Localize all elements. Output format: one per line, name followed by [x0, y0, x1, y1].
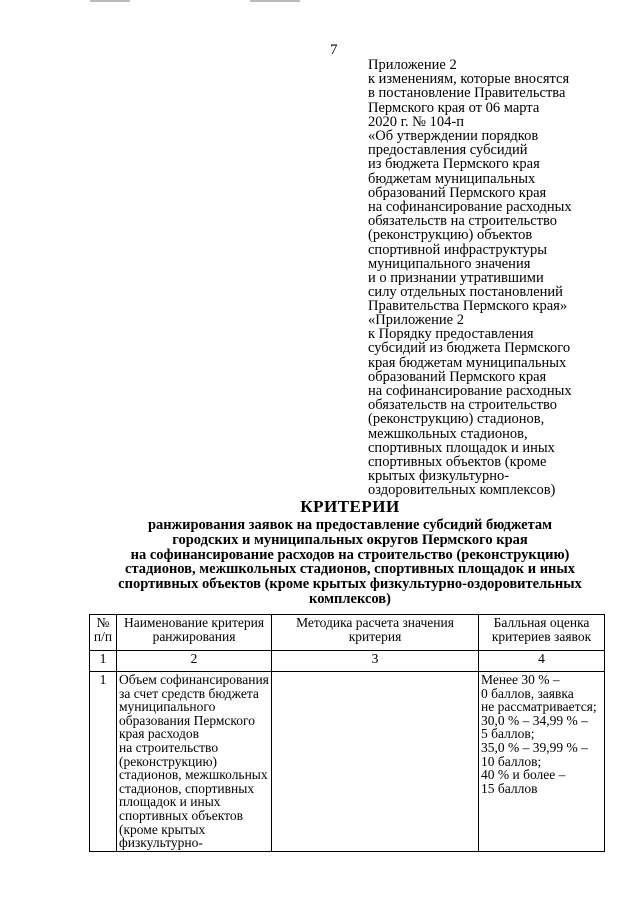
header-text: Балльная оценка — [493, 615, 590, 630]
appendix-line: межшкольных стадионов, — [368, 425, 528, 442]
subtitle-line: ранжирования заявок на предоставление субсидий бюджетам — [147, 517, 553, 533]
amendment-line: и о признании утратившими — [368, 270, 544, 287]
appendix-line: на софинансирование расходных — [368, 383, 572, 400]
appendix-line: спортивных объектов (кроме — [368, 454, 547, 471]
header-text: Методика расчета значения — [296, 615, 454, 630]
cell-line: за счет средств бюджета — [119, 685, 259, 701]
subtitle-line: спортивных объектов (кроме крытых физкультурно-оздоровительных — [118, 576, 582, 593]
header-cell-criterion-name — [117, 615, 272, 651]
appendix-line: образований Пермского края — [368, 368, 547, 385]
column-number-cell: 1 — [90, 651, 117, 672]
cell-line: (кроме крытых — [119, 821, 206, 837]
table-row — [90, 672, 605, 852]
cell-line: 40 % и более – — [481, 767, 566, 783]
amendment-line: из бюджета Пермского края — [368, 156, 540, 173]
header-text: п/п — [93, 628, 113, 644]
amendment-line: спортивной инфраструктуры — [368, 241, 547, 258]
page-number: 7 — [330, 42, 338, 58]
header-text: ранжирования — [152, 628, 236, 644]
appendix-line: (реконструкцию) стадионов, — [368, 411, 545, 428]
subtitle-line: на софинансирование расходов на строительство (реконструкцию) — [130, 546, 570, 563]
scan-artifact — [90, 0, 130, 2]
appendix-line: края бюджетам муниципальных — [368, 354, 567, 371]
amendment-line: к изменениям, которые вносятся — [368, 71, 570, 88]
column-number-cell: 2 — [117, 651, 272, 672]
cell-line: 10 баллов; — [481, 753, 542, 769]
scan-artifact — [250, 0, 300, 2]
appendix-line: крытых физкультурно- — [368, 468, 510, 485]
cell-line: стадионов, межшкольных — [119, 767, 268, 783]
appendix-line: спортивных площадок и иных — [368, 439, 555, 456]
column-number-cell: 3 — [272, 651, 479, 672]
cell-line: стадионов, спортивных — [119, 780, 255, 796]
cell-line: края расходов — [119, 726, 200, 742]
subtitle-line: стадионов, межшкольных стадионов, спортивных площадок и иных — [125, 561, 575, 578]
score-cell — [479, 672, 605, 852]
header-text: критериев заявок — [491, 628, 592, 644]
amendment-line: Приложение 2 — [368, 57, 457, 73]
amendment-line: Правительства Пермского края» — [368, 298, 568, 315]
amendment-line: предоставления субсидий — [368, 142, 528, 159]
header-text: Наименование критерия — [123, 615, 265, 630]
appendix-line: к Порядку предоставления — [368, 326, 534, 343]
amendment-line: силу отдельных постановлений — [368, 284, 563, 301]
header-text: № — [96, 615, 110, 630]
cell-line: образования Пермского — [119, 712, 255, 728]
amendment-line: в постановление Правительства — [368, 85, 566, 102]
cell-line: физкультурно- — [119, 835, 203, 851]
amendment-line: Пермского края от 06 марта — [368, 99, 540, 116]
cell-line: 0 баллов, заявка — [481, 685, 574, 701]
criterion-name-cell — [117, 672, 272, 852]
appendix-line: оздоровительных комплексов) — [368, 482, 556, 499]
amendment-line: (реконструкцию) объектов — [368, 227, 533, 244]
subtitle-line: городских и муниципальных округов Пермского края — [172, 531, 528, 548]
amendment-line: 2020 г. № 104-п — [368, 113, 464, 130]
appendix-line: «Приложение 2 — [368, 312, 464, 328]
column-number-cell: 4 — [479, 651, 605, 672]
cell-line: 15 баллов — [481, 780, 538, 796]
amendment-line: обязательств на строительство — [368, 213, 558, 230]
amendment-heading-block — [368, 58, 572, 314]
amendment-line: образований Пермского края — [368, 184, 547, 201]
cell-line: 35,0 % – 39,99 % – — [481, 739, 588, 755]
cell-line: 5 баллов; — [481, 726, 535, 742]
amendment-line: на софинансирование расходных — [368, 199, 572, 216]
header-cell-number — [90, 615, 117, 651]
row-number-cell: 1 — [90, 672, 117, 852]
cell-line: Объем софинансирования — [119, 672, 269, 687]
table-header-row — [90, 615, 605, 651]
header-text: критерия — [348, 628, 402, 644]
cell-line: 30,0 % – 34,99 % – — [481, 712, 588, 728]
amendment-line: муниципального значения — [368, 255, 531, 272]
document-title: КРИТЕРИИ — [300, 497, 400, 516]
cell-line: муниципального — [119, 699, 216, 715]
cell-line: спортивных объектов — [119, 807, 243, 823]
subtitle-line: комплексов) — [309, 590, 391, 607]
criteria-table — [89, 614, 605, 852]
appendix-heading-block — [368, 313, 572, 498]
cell-line: Менее 30 % – — [481, 672, 560, 687]
method-cell — [272, 672, 479, 852]
document-subtitle — [0, 518, 640, 607]
appendix-line: обязательств на строительство — [368, 397, 558, 414]
cell-line: площадок и иных — [119, 794, 221, 810]
cell-line: на строительство — [119, 739, 219, 755]
cell-line: не рассматривается; — [481, 699, 597, 715]
column-number-row — [90, 651, 605, 672]
amendment-line: «Об утверждении порядков — [368, 128, 539, 145]
appendix-line: субсидий из бюджета Пермского — [368, 340, 571, 357]
header-cell-method — [272, 615, 479, 651]
header-cell-score — [479, 615, 605, 651]
cell-line: (реконструкцию) — [119, 753, 218, 769]
amendment-line: бюджетам муниципальных — [368, 170, 536, 187]
